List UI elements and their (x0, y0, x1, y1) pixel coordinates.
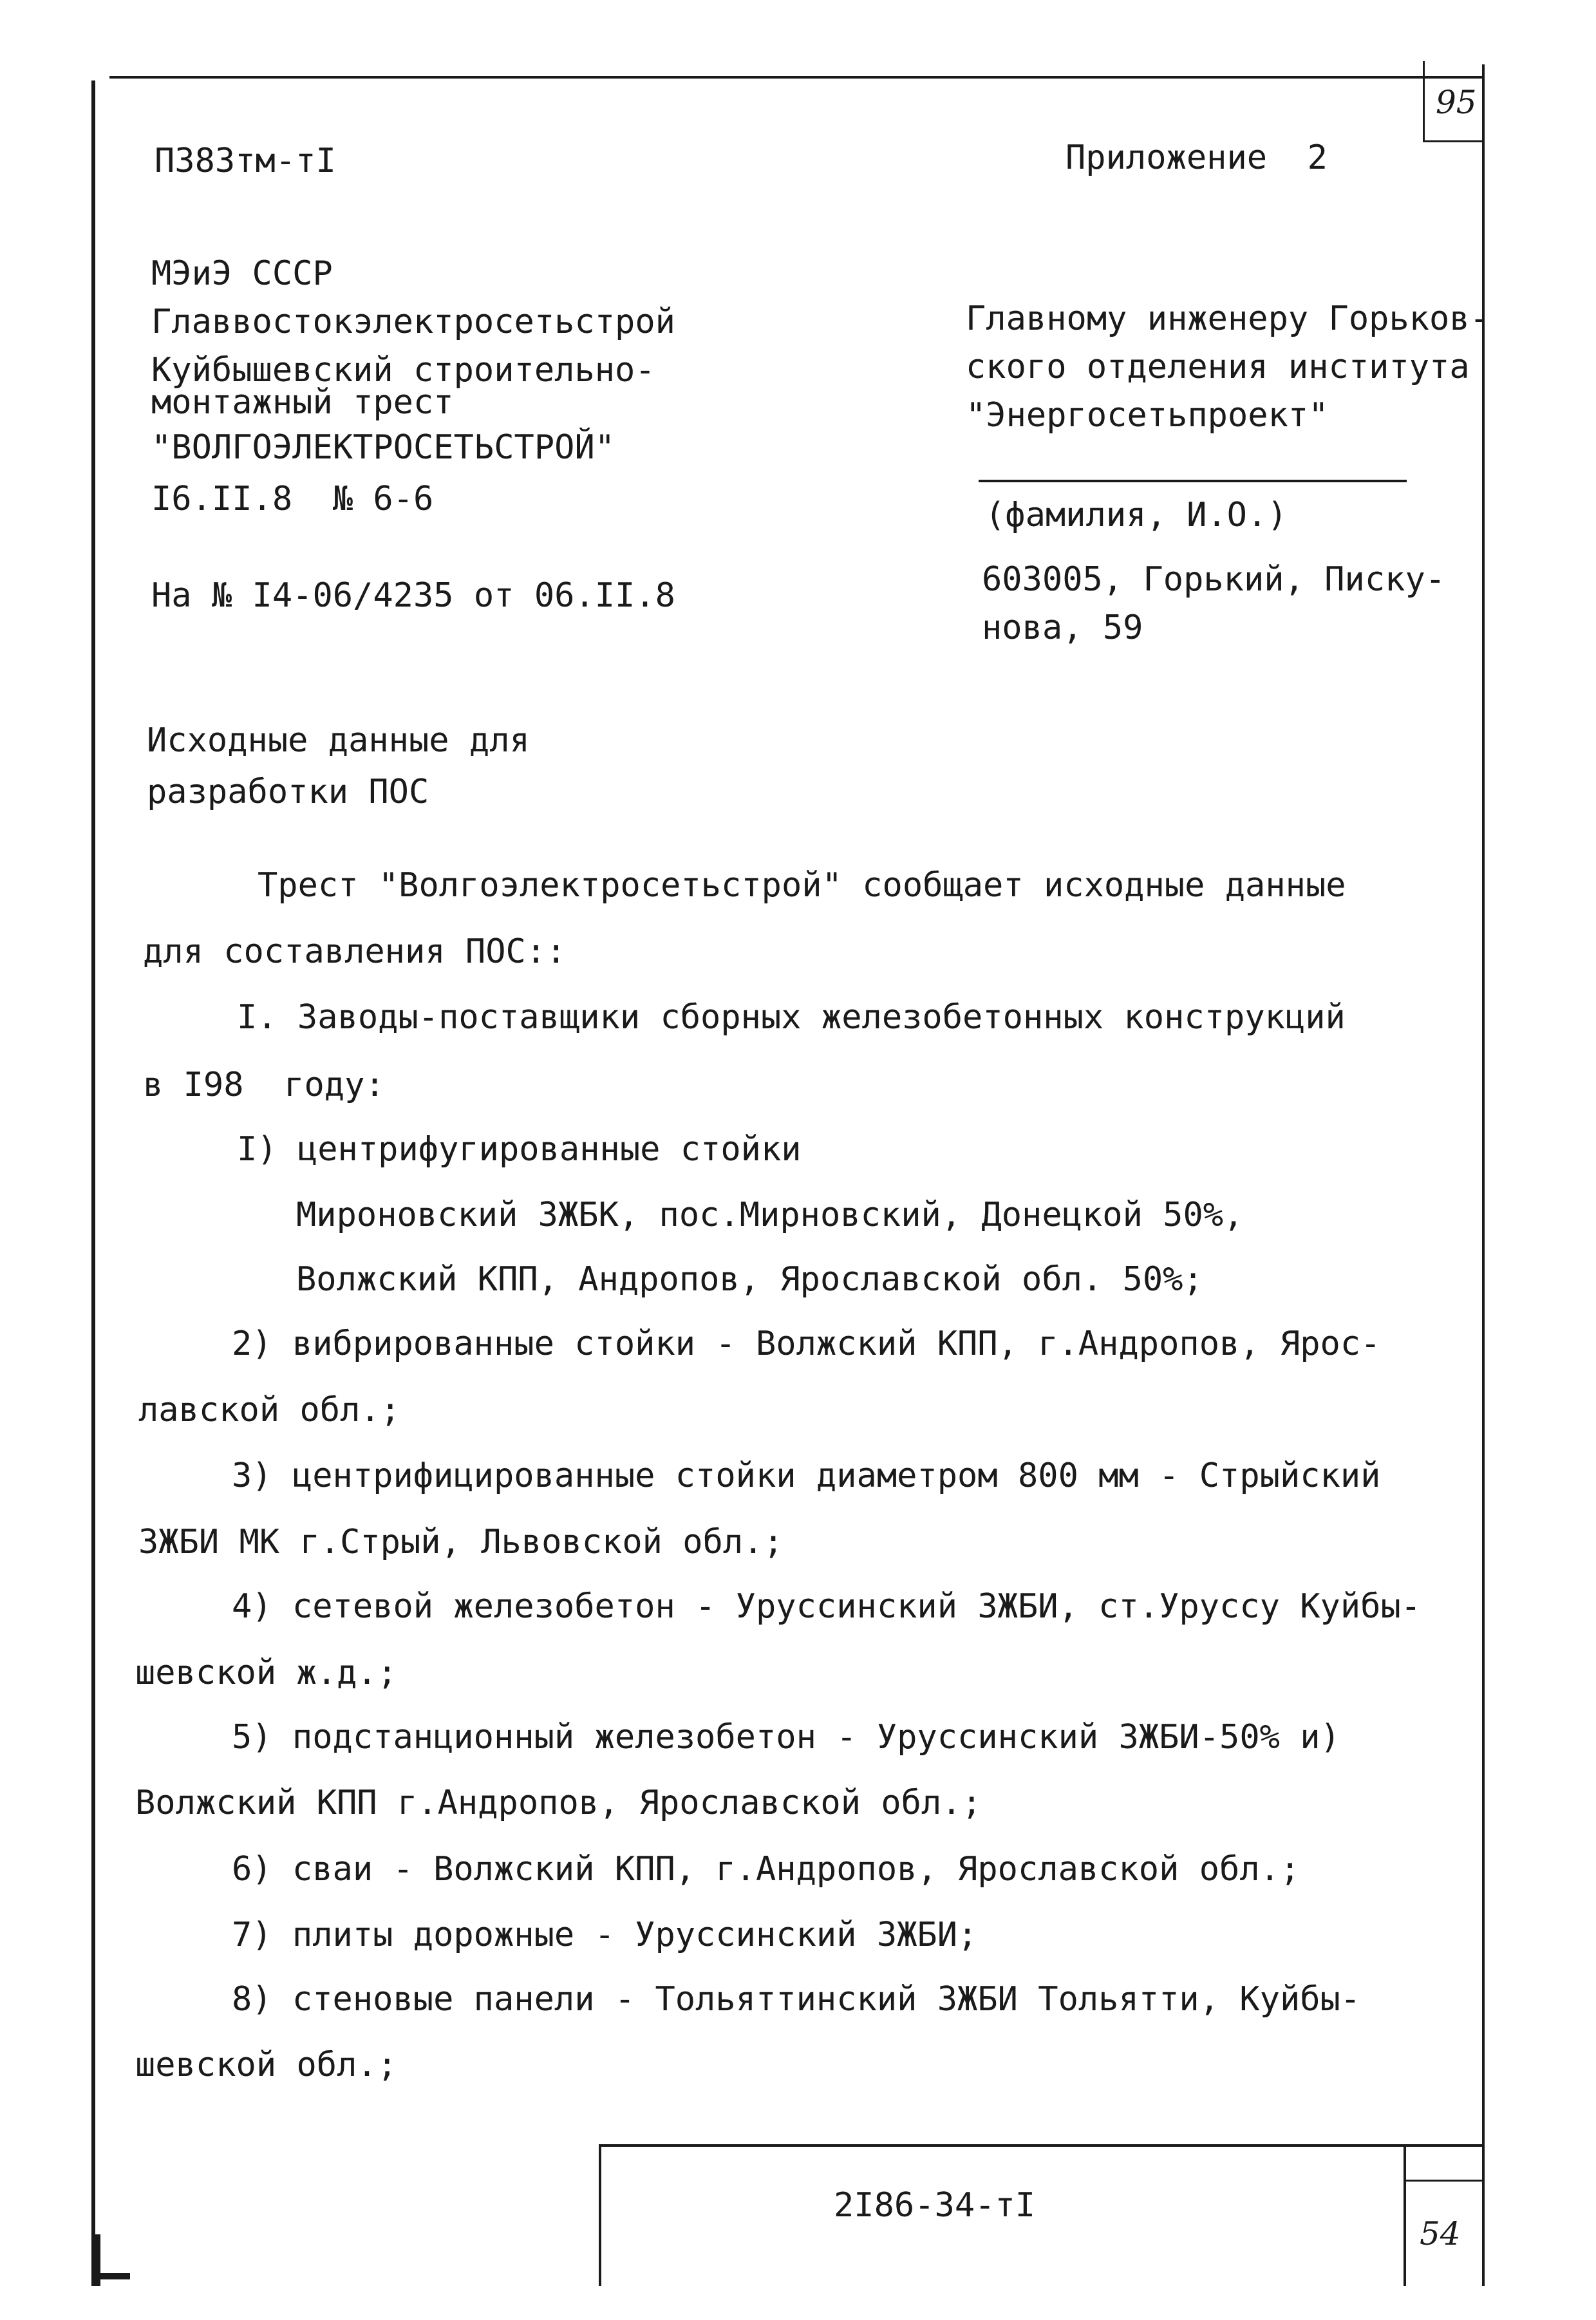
body-line: шевской ж.д.; (135, 1654, 397, 1692)
sender-line: Главвостокэлектросетьстрой (151, 303, 675, 341)
sheet-box-bottom (1423, 140, 1484, 142)
body-line: 2) вибрированные стойки - Волжский КПП, г.Андропов, Ярос- (232, 1325, 1381, 1363)
stamp-code: 2I86-34-тI (834, 2186, 1036, 2225)
recipient-address: 603005, Горький, Писку- (982, 560, 1446, 599)
body-line: в I98 году: (143, 1066, 385, 1104)
frame-right-line (1482, 64, 1485, 2286)
sender-line: монтажный трест (151, 383, 454, 422)
stamp-top-line (599, 2144, 1484, 2147)
body-line: Волжский КПП, Андропов, Ярославской обл. 50%; (296, 1260, 1203, 1299)
recipient-line: Главному инженеру Горьков- (966, 299, 1490, 338)
recipient-name-underline (979, 480, 1407, 482)
body-line: 6) сваи - Волжский КПП, г.Андропов, Ярославской обл.; (232, 1850, 1300, 1889)
body-line: шевской обл.; (135, 2046, 397, 2084)
subject-line: разработки ПОС (147, 773, 429, 811)
sheet-box-left (1423, 61, 1425, 142)
body-line: 4) сетевой железобетон - Уруссинский ЗЖБИ, ст.Уруссу Куйбы- (232, 1587, 1422, 1626)
recipient-line: "Энергосетьпроект" (966, 396, 1329, 435)
body-line: I) центрифугированные стойки (237, 1130, 802, 1169)
body-line: 7) плиты дорожные - Уруссинский ЗЖБИ; (232, 1916, 978, 1954)
sheet-number-bottom: 54 (1420, 2215, 1461, 2252)
sheet-number-top: 95 (1436, 84, 1477, 121)
sender-line: Куйбышевский строительно- (151, 351, 655, 390)
recipient-address: нова, 59 (982, 608, 1143, 647)
body-line: Трест "Волгоэлектросетьстрой" сообщает исходные данные (258, 866, 1346, 905)
frame-bottom-corner (91, 2273, 130, 2279)
body-line: ЗЖБИ МК г.Стрый, Львовской обл.; (138, 1523, 784, 1561)
reference-line: На № I4-06/4235 от 06.II.8 (151, 576, 675, 615)
document-code: П383тм-тI (155, 142, 336, 180)
recipient-line: ского отделения института (966, 348, 1470, 386)
body-line: Мироновский ЗЖБК, пос.Мирновский, Донецкой 50%, (296, 1196, 1244, 1234)
stamp-left-line (599, 2144, 601, 2286)
sender-line: "ВОЛГОЭЛЕКТРОСЕТЬСТРОЙ" (151, 428, 615, 467)
body-line: 8) стеновые панели - Тольяттинский ЗЖБИ Тольятти, Куйбы- (232, 1980, 1361, 2019)
frame-left-line (91, 80, 95, 2283)
sender-line: I6.II.8 № 6-6 (151, 480, 434, 518)
sender-line: МЭиЭ СССР (151, 254, 333, 293)
body-line: I. Заводы-поставщики сборных железобетонных конструкций (237, 998, 1346, 1037)
stamp-divider-line (1404, 2144, 1406, 2286)
recipient-name-caption: (фамилия, И.О.) (985, 496, 1288, 534)
body-line: Волжский КПП г.Андропов, Ярославской обл.; (135, 1784, 982, 1822)
body-line: для составления ПОС:: (143, 932, 567, 971)
body-line: 3) центрифицированные стойки диаметром 800 мм - Стрыйский (232, 1457, 1381, 1495)
frame-top-line (109, 76, 1484, 79)
body-line: 5) подстанционный железобетон - Уруссинский ЗЖБИ-50% и) (232, 1718, 1340, 1757)
body-line: лавской обл.; (138, 1391, 400, 1429)
subject-line: Исходные данные для (147, 721, 530, 760)
stamp-sheet-line (1404, 2180, 1484, 2182)
appendix-label: Приложение 2 (1066, 138, 1328, 177)
